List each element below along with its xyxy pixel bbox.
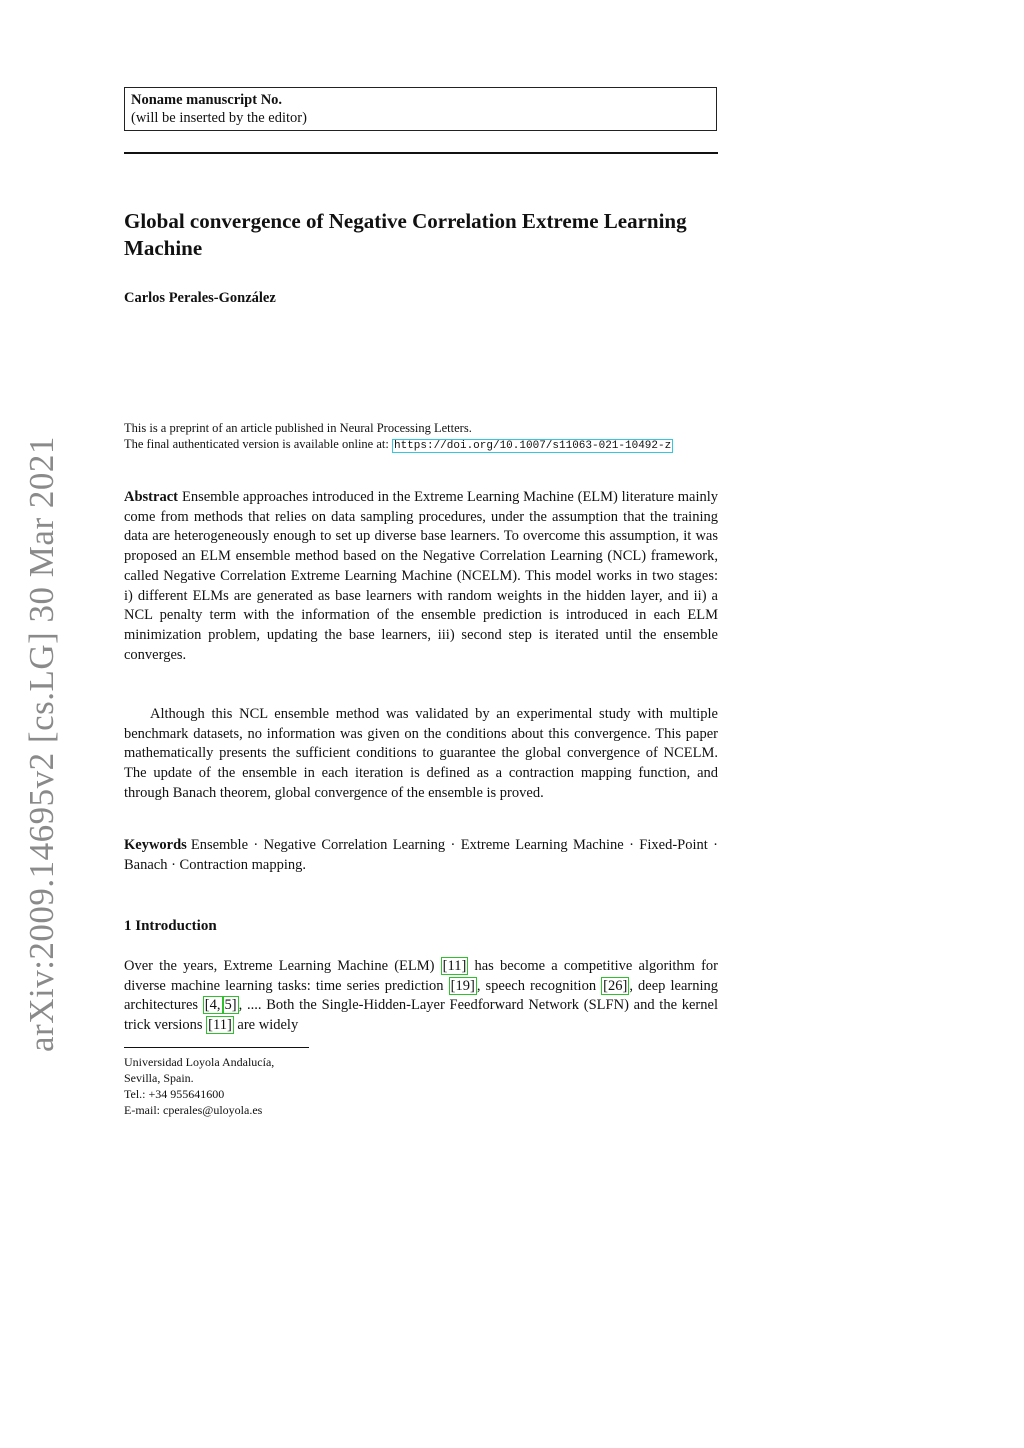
paper-title: Global convergence of Negative Correlation Extreme Learning Machine: [124, 209, 687, 260]
footnote-rule: [124, 1047, 309, 1048]
citation-link[interactable]: [11]: [442, 958, 467, 974]
doi-link[interactable]: https://doi.org/10.1007/s11063-021-10492-z: [393, 440, 672, 452]
section-heading: 1 Introduction: [124, 918, 217, 934]
citation-link[interactable]: [26]: [603, 977, 628, 994]
keywords-paragraph: [124, 836, 718, 875]
intro-text: , .... Both the Single-Hidden-Layer Feedforward Network (SLFN) and the kernel trick versions: [124, 997, 718, 1034]
location: Sevilla, Spain.: [124, 1071, 194, 1085]
intro-text: are widely: [233, 1017, 299, 1034]
author-name: Carlos Perales-González: [124, 290, 276, 306]
email: E-mail: cperales@uloyola.es: [124, 1103, 263, 1117]
preprint-line-2: [124, 436, 784, 454]
intro-text: , deep learning architectures: [124, 977, 718, 1014]
preprint-line-2-text: The final authenticated version is available online at:: [124, 437, 392, 451]
intro-text: , speech recognition: [476, 977, 602, 994]
manuscript-number: Noname manuscript No.: [131, 92, 283, 108]
keywords-label: Keywords: [124, 837, 187, 853]
abstract-paragraph: [124, 488, 718, 665]
editor-note: (will be inserted by the editor): [131, 110, 307, 126]
intro-text: Over the years, Extreme Learning Machine (ELM): [124, 958, 441, 974]
abstract-paragraph-2: Although this NCL ensemble method was validated by an experimental study with multiple benchmark datasets, no information was given on the conditions about this convergence. This paper mathematically presents the sufficient conditions to guarantee the global convergence of NCELM. The update of the ensemble in each iteration is defined as a contraction mapping function, and through Banach theorem, global convergence of the ensemble is proved.: [124, 706, 718, 801]
citation-link[interactable]: [11]: [208, 1017, 232, 1034]
citation-link[interactable]: [19]: [450, 977, 475, 994]
intro-text: has become a competitive algorithm for diverse machine learning tasks: time series prediction: [124, 958, 718, 994]
preprint-notice: [124, 420, 784, 454]
abstract-label: Abstract: [124, 489, 178, 505]
citation-link[interactable]: 5]: [224, 997, 237, 1014]
preprint-line: This is a preprint of an article published in Neural Processing Letters.: [124, 421, 472, 435]
phone: Tel.: +34 955641600: [124, 1087, 225, 1101]
header-rule: [124, 152, 718, 154]
citation-link[interactable]: [4,: [204, 997, 221, 1014]
editor-box: [124, 87, 717, 131]
affiliation: Universidad Loyola Andalucía,: [124, 1055, 275, 1069]
intro-paragraph: [124, 957, 718, 1036]
keywords-text: Ensemble · Negative Correlation Learning · Extreme Learning Machine · Fixed-Point · Banach · Contraction mapping.: [124, 837, 718, 873]
abstract-text: Ensemble approaches introduced in the Extreme Learning Machine (ELM) literature mainly come from methods that relies on data sampling procedures, under the assumption that the training data are heterogeneously enough to set up diverse base learners. To overcome this assumption, it was proposed an ELM ensemble method based on the Negative Correlation Learning (NCL) framework, called Negative Correlation Extreme Learning Machine (NCELM). This model works in two stages: i) different ELMs are generated as base learners with random weights in the hidden layer, and ii) a NCL penalty term with the information of the ensemble prediction is introduced in each ELM minimization problem, updating the base learners, iii) second step is iterated until the ensemble converges.: [124, 489, 718, 663]
footnote: [124, 1054, 274, 1118]
arxiv-stamp-text: arXiv:2009.14695v2 [cs.LG] 30 Mar 2021: [22, 436, 61, 1052]
